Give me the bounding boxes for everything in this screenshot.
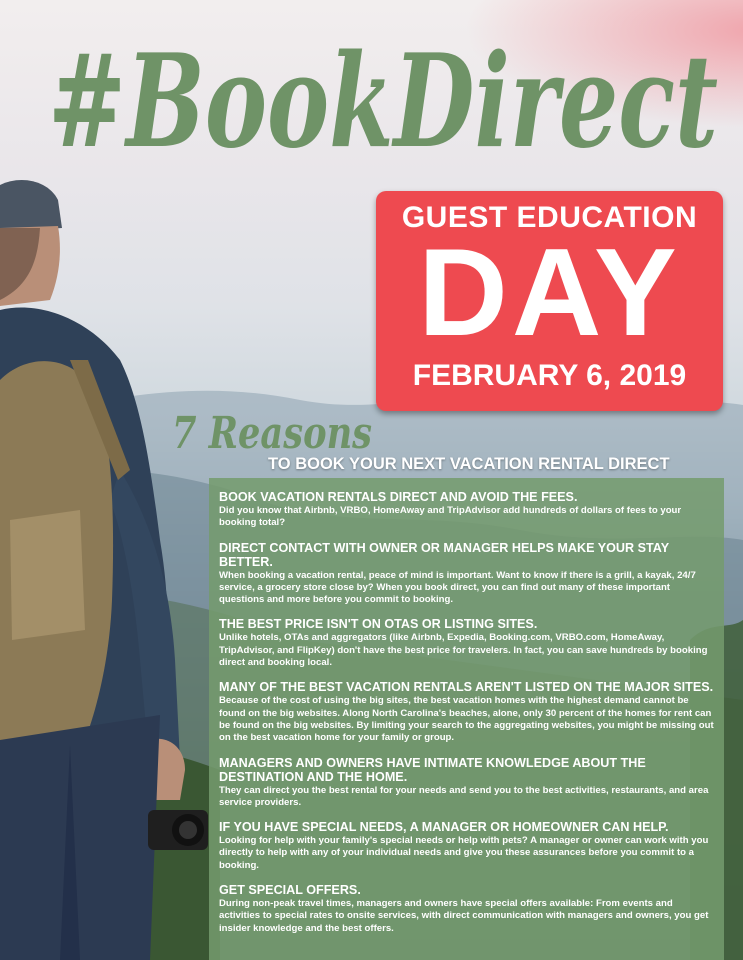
reason-item [219,756,716,810]
reasons-panel [209,478,724,960]
event-date: FEBRUARY 6, 2019 [412,359,687,392]
reason-body: When booking a vacation rental, peace of mind is important. Want to know if there is a grill, a kayak, 24/7 service, a grocery store close by? When you book direct, you can find out many of these important questions and more before you commit to booking. [219,569,696,606]
reason-body: During non-peak travel times, managers and owners have special offers available: From events and activities to special rates to onsite services, with direct communication with managers and owners, you get insider knowledge and the best offers. [219,898,709,934]
reasons-subtitle: TO BOOK YOUR NEXT VACATION RENTAL DIRECT [268,455,670,473]
reason-item [219,820,716,872]
reason-heading: DIRECT CONTACT WITH OWNER OR MANAGER HELPS MAKE YOUR STAY BETTER. [219,540,669,569]
event-day-word: DAY [418,224,681,362]
reason-heading: MANY OF THE BEST VACATION RENTALS AREN'T LISTED ON THE MAJOR SITES. [219,680,714,695]
reason-item [219,617,716,669]
reason-item [219,883,716,935]
reason-heading: BOOK VACATION RENTALS DIRECT AND AVOID THE FEES. [219,490,578,504]
reason-heading: THE BEST PRICE ISN'T ON OTAS OR LISTING SITES. [219,617,538,632]
seven-reasons-heading [170,400,400,460]
reason-item [219,680,716,744]
reason-body: They can direct you the best rental for your needs and send you to the best activities, restaurants, and area service providers. [219,784,709,808]
event-title-line: GUEST EDUCATION [401,201,698,234]
reason-body: Looking for help with your family's special needs or help with pets? A manager or owner can work with you directly to help with any of your individual needs and give you these assurances before you commit to a booking. [219,835,709,871]
cap-shape [0,180,62,232]
camera-shape [148,810,208,850]
reason-body: Because of the cost of using the big sites, the best vacation homes with the highest demand cannot be found on the big websites. Along North Carolina's beaches, alone, only 30 percent of the homes for rent can be found on the big websites. By limiting your search to the aggregating websites, you might be missing out on the best vacation home for your family or group. [219,695,714,744]
hiker-photo [0,170,230,960]
reasons-title-text: 7 Reasons [172,408,372,459]
reason-body: Unlike hotels, OTAs and aggregators (like Airbnb, Expedia, Booking.com, VRBO.com, HomeAway, TripAdvisor, and FlipKey) don't have the best price for travelers. In fact, you can save hundreds by booking direct and booking local. [219,632,708,669]
reason-body: Did you know that Airbnb, VRBO, HomeAway and TripAdvisor add hundreds of dollars of fees to your booking total? [219,505,682,529]
event-banner [376,191,723,411]
hashtag-text: #BookDirect [48,27,718,177]
reason-item [219,490,716,530]
reason-heading: MANAGERS AND OWNERS HAVE INTIMATE KNOWLEDGE ABOUT THE DESTINATION AND THE HOME. [219,755,646,784]
reason-item [219,541,716,607]
reason-heading: GET SPECIAL OFFERS. [219,883,361,898]
book-direct-hashtag [40,18,730,188]
reason-heading: IF YOU HAVE SPECIAL NEEDS, A MANAGER OR HOMEOWNER CAN HELP. [219,820,669,835]
